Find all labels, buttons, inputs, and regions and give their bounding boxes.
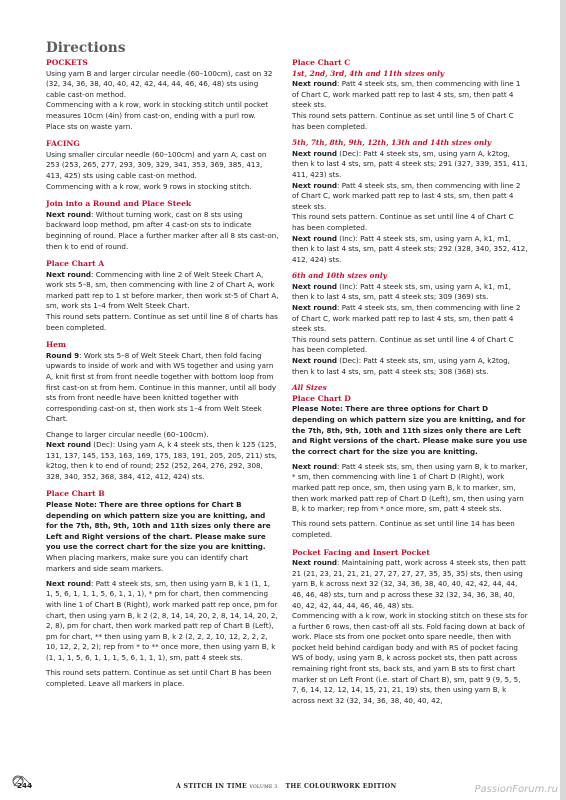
section-heading: POCKETS <box>46 58 88 67</box>
instruction-paragraph <box>292 356 528 377</box>
page-number: 244 <box>17 781 33 790</box>
instruction-text: (Dec): Patt 4 steek sts, sm, using yarn A, k2tog, then k to last 4 sts, sm, patt 4 steek sts; 308 (368) sts. <box>292 356 510 376</box>
instruction-text: : Patt 4 steek sts, sm, then commencing with line 2 of Chart C, work marked patt rep to last 4 sts, sm, then patt 4 steek sts. <box>292 303 521 334</box>
footer <box>0 770 566 800</box>
edition-label: THE COLOURWORK EDITION <box>285 783 397 790</box>
instruction-label: Next round <box>292 148 338 158</box>
section-heading: Hem <box>46 340 67 350</box>
instruction-paragraph <box>292 149 528 181</box>
instruction-label: Next round <box>292 281 338 291</box>
section-heading: Place Chart B <box>46 489 105 499</box>
watermark: PassionForum.ru <box>474 784 558 795</box>
instruction-text: (Inc): Patt 4 steek sts, sm, using yarn A, k1, m1, then k to last 4 sts, sm, patt 4 steek sts; 292 (328, 340, 352, 412, 412, 424) sts. <box>292 233 528 264</box>
size-subheading: 6th and 10th sizes only <box>292 271 387 281</box>
volume-label: VOLUME 3 <box>249 785 278 790</box>
instruction-label: Next round <box>46 269 92 279</box>
instruction-paragraph <box>292 303 528 335</box>
instruction-paragraph <box>46 351 279 425</box>
size-subheading: 5th, 7th, 8th, 9th, 12th, 13th and 14th sizes only <box>292 138 492 148</box>
instruction-paragraph <box>46 210 279 252</box>
right-column <box>292 58 528 706</box>
page-edge-bar <box>560 0 566 800</box>
paragraph: Using yarn B and larger circular needle (60–100cm), cast on 32 (32, 34, 36, 38, 40, 40, 42, 42, 44, 44, 46, 46, 48) sts using cable cast-on method. <box>46 68 273 99</box>
instruction-text: : Patt 4 steek sts, sm, then commencing with line 2 of Chart C, work marked patt rep to last 4 sts, sm, then patt 4 steek sts. <box>292 180 521 211</box>
instruction-paragraph <box>292 79 528 111</box>
instruction-paragraph <box>292 282 528 303</box>
instruction-paragraph <box>292 181 528 213</box>
paragraph: Using smaller circular needle (60–100cm) and yarn A, cast on 253 (253, 265, 277, 293, 309, 329, 341, 353, 369, 385, 413, 413, 425) sts using cable cast-on method. <box>46 149 267 180</box>
instruction-paragraph <box>46 440 279 482</box>
instruction-paragraph <box>292 558 528 611</box>
section-heading: Place Chart D <box>292 393 351 403</box>
instruction-label: Next round <box>292 303 338 313</box>
instruction-text: : Patt 4 steek sts, sm, then commencing with line 1 of Chart C, work marked patt rep to last 4 sts, sm, then patt 4 steek sts. <box>292 79 521 110</box>
left-column <box>46 58 279 689</box>
paragraph: Commencing with a k row, work in stocking stitch until pocket measures 10cm (4in) from cast-on, ending with a purl row. <box>46 100 269 120</box>
instruction-label: Next round <box>292 461 338 471</box>
instruction-paragraph <box>292 234 528 266</box>
section-heading: Place Chart C <box>292 58 351 67</box>
paragraph: This round sets pattern. Continue as set until line 14 has been completed. <box>292 519 515 539</box>
instruction-text: : Patt 4 steek sts, sm, then using yarn B, k to marker, * sm, then commencing with line 1 of Chart D (Right), work marked patt rep once, sm, then using yarn B, k to marker, sm, then work marked patt rep of Chart D (Left), sm, then using yarn B, k to marker; rep from * once more, sm, patt 4 steek sts. <box>292 461 528 514</box>
instruction-text: : Work sts 5–8 of Welt Steek Chart, then fold facing upwards to inside of work and with WS together and using yarn A, knit first st from front needle together with bottom loop from first cast-on st from hem. Continue in this manner, until all body sts from front needle have been knitted together with corresponding cast-on st, then work sts 1–4 from Welt Steek Chart. <box>46 350 277 424</box>
instruction-text: (Dec): Patt 4 steek sts, sm, using yarn A, k2tog, then k to last 4 sts, sm, patt 4 steek sts; 291 (327, 339, 351, 411, 411, 423) sts. <box>292 148 528 179</box>
size-subheading: 1st, 2nd, 3rd, 4th and 11th sizes only <box>292 68 445 78</box>
paragraph: Commencing with a k row, work in stocking stitch on these sts for a further 6 rows, then cast-off all sts. Fold facing down at back of work. Place sts from one pocket onto spare needle, then with pocket held behind cardigan body and with RS of pocket facing WS of body, using yarn B, k across pocket sts, then patt across remaining right front sts, back sts, and yarn B sts to first chart marker st on Left Front (i.e. start of Chart B), sm, patt 9 (9, 5, 5, 7, 6, 14, 12, 12, 14, 15, 21, 21, 19) sts, then using yarn B, k across next 32 (32, 34, 36, 38, 40, 40, 42, <box>292 611 528 705</box>
instruction-label: Round 9 <box>46 350 80 360</box>
section-heading: Join into a Round and Place Steek <box>46 199 192 209</box>
instruction-paragraph <box>292 462 528 515</box>
size-subheading: All Sizes <box>292 383 327 393</box>
instruction-text: : Patt 4 steek sts, sm, then using yarn B, k 1 (1, 1, 1, 5, 6, 1, 1, 1, 5, 6, 1, 1, 1), * pm for chart, then commencing with line 1 of Chart B (Right), work marked patt rep once, pm for chart, then using yarn B, k 2 (2, 8, 14, 14, 20, 2, 8, 14, 14, 20, 2, 2, 8), pm for chart, then work marked patt rep of Chart B (Left), pm for chart, ** then using yarn B, k 2 (2, 2, 2, 10, 12, 2, 2, 2, 10, 12, 2, 2, 2); rep from * to ** once more, then using yarn B, k (1, 1, 1, 5, 6, 1, 1, 1, 5, 6, 1, 1, 1), sm, patt 4 steek sts. <box>46 578 278 662</box>
paragraph: This round sets pattern. Continue as set until line 5 of Chart C has been completed. <box>292 110 514 131</box>
section-heading: Place Chart A <box>46 259 105 269</box>
instruction-text: : Without turning work, cast on 8 sts using backward loop method, pm after 4 cast-on sts to indicate beginning of round. Place a further marker after all 8 sts cast-on, then k to end of round. <box>46 209 279 251</box>
paragraph: This round sets pattern. Continue as set until line 4 of Chart C has been completed. <box>292 212 514 232</box>
section-heading: FACING <box>46 139 80 149</box>
instruction-text: : Maintaining patt, work across 4 steek sts, then patt 21 (21, 23, 21, 21, 21, 27, 27, 27, 27, 35, 35, 35) sts, then using yarn B, k across next 32 (32, 34, 36, 38, 40, 40, 42, 42, 44, 44, 46, 46, 48) sts, turn and p across these 32 (32, 34, 36, 38, 40, 40, 42, 42, 44, 44, 46, 46, 48) sts. <box>292 558 526 610</box>
paragraph: Commencing with a k row, work 9 rows in stocking stitch. <box>46 181 252 191</box>
instruction-text: : Commencing with line 2 of Welt Steek Chart A, work sts 5–8, sm, then commencing with line 2 of Chart A, work marked patt rep to 1 st before marker, then work st-5 of Chart A, sm, work sts 1–4 from Welt Steek Chart. <box>46 269 279 311</box>
note-paragraph: Please Note: There are three options for Chart B depending on which pattern size you are knitting, and for the 7th, 8th, 9th, 10th and 11th sizes only there are Left and Right versions of the chart. Please make sure you use the correct chart for the size you are knitting. <box>46 500 271 552</box>
instruction-label: Next round <box>46 209 92 219</box>
instruction-label: Next round <box>292 356 338 366</box>
instruction-label: Next round <box>292 558 338 568</box>
paragraph: Place sts on waste yarn. <box>46 121 133 131</box>
instruction-text: (Dec): Using yarn A, k 4 steek sts, then k 125 (125, 131, 137, 145, 153, 163, 169, 175, 183, 191, 205, 205, 211) sts, k2tog, then k to end of round; 252 (252, 264, 276, 292, 308, 328, 340, 352, 368, 384, 412, 412, 424) sts. <box>46 440 278 481</box>
instruction-paragraph <box>46 579 279 664</box>
paragraph: This round sets pattern. Continue as set until Chart B has been completed. Leave all markers in place. <box>46 667 272 688</box>
paragraph: This round sets pattern. Continue as set until line 4 of Chart C has been completed. <box>292 334 514 355</box>
instruction-label: Next round <box>292 233 338 243</box>
instruction-paragraph <box>46 270 279 312</box>
magazine-name: A STITCH IN TIME <box>176 783 248 790</box>
instruction-text: (Inc): Patt 4 steek sts, sm, using yarn A, k1, m1, then k to last 4 sts, sm, patt 4 steek sts; 309 (369) sts. <box>292 281 512 302</box>
paragraph: This round sets pattern. Continue as set until line 8 of charts has been completed. <box>46 312 278 332</box>
note-paragraph: Please Note: There are three options for Chart D depending on which pattern size you are knitting, and for the 7th, 8th, 9th, 10th and 11th sizes only there are Left and Right versions of the chart. Please make sure you use the correct chart for the size you are knitting. <box>292 404 528 456</box>
instruction-label: Next round <box>292 79 338 89</box>
footer-magazine-title <box>176 783 396 790</box>
section-heading: Pocket Facing and Insert Pocket <box>292 547 430 557</box>
paragraph: When placing markers, make sure you can identify chart markers and side seam markers. <box>46 553 249 573</box>
instruction-label: Next round <box>46 578 92 588</box>
page-title: Directions <box>46 40 126 56</box>
instruction-label: Next round <box>292 180 338 190</box>
paragraph: Change to larger circular needle (60–100cm). <box>46 429 209 439</box>
instruction-label: Next round <box>46 440 92 450</box>
